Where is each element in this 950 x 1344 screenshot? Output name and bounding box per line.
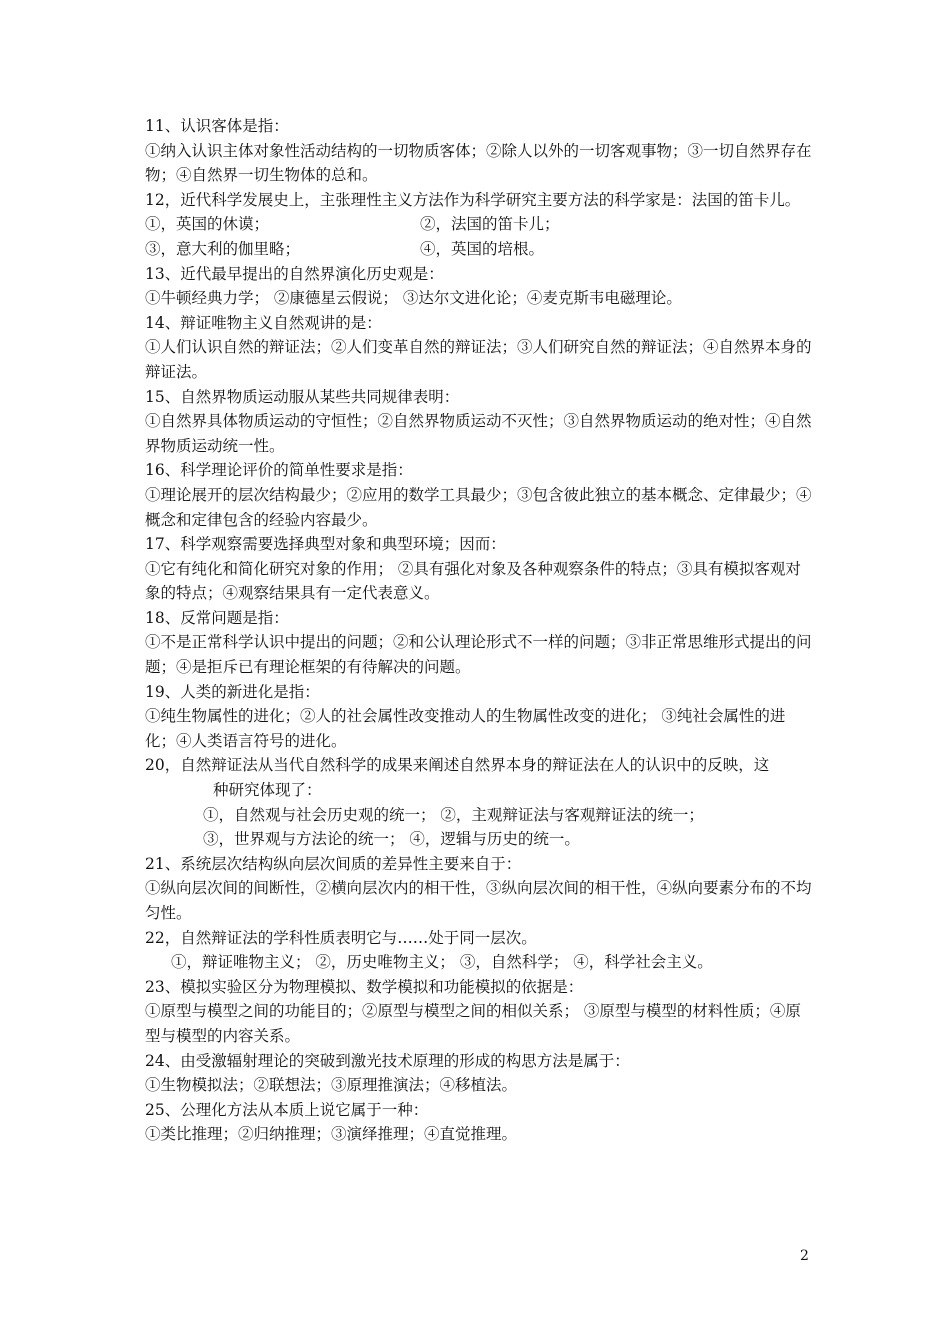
answer-16: ①理论展开的层次结构最少；②应用的数学工具最少；③包含彼此独立的基本概念、定律最少；④概念和定律包含的经验内容最少。 xyxy=(145,485,812,529)
question-17: 17、科学观察需要选择典型对象和典型环境；因而： xyxy=(145,535,506,554)
answer-21: ①纵向层次间的间断性，②横向层次内的相干性，③纵向层次间的相干性，④纵向要素分布的不均匀性。 xyxy=(145,879,812,922)
answer-22: ①，辩证唯物主义； ②，历史唯物主义； ③，自然科学； ④，科学社会主义。 xyxy=(171,953,713,972)
question-20-cont: 种研究体现了： xyxy=(213,781,322,800)
option-12-4: ④，英国的培根。 xyxy=(420,239,545,258)
answer-11: ①纳入认识主体对象性活动结构的一切物质客体；②除人以外的一切客观事物；③一切自然界存在物；④自然界一切生物体的总和。 xyxy=(145,141,812,185)
answer-25: ①类比推理；②归纳推理；③演绎推理；④直觉推理。 xyxy=(145,1125,518,1144)
question-24: 24、由受激辐射理论的突破到激光技术原理的形成的构思方法是属于： xyxy=(145,1051,630,1070)
question-15: 15、自然界物质运动服从某些共同规律表明： xyxy=(145,387,460,406)
page-number: 2 xyxy=(800,1248,809,1264)
answer-15: ①自然界具体物质运动的守恒性；②自然界物质运动不灭性；③自然界物质运动的绝对性；④自然界物质运动统一性。 xyxy=(145,412,812,455)
answer-23: ①原型与模型之间的功能目的；②原型与模型之间的相似关系； ③原型与模型的材料性质；④原型与模型的内容关系。 xyxy=(145,1002,801,1045)
option-12-3: ③，意大利的伽里略； xyxy=(145,239,301,258)
options-20-row2: ③，世界观与方法论的统一； ④，逻辑与历史的统一。 xyxy=(203,830,580,849)
options-12-row2 xyxy=(145,237,813,262)
question-22: 22，自然辩证法的学科性质表明它与……处于同一层次。 xyxy=(145,928,537,947)
question-13: 13、近代最早提出的自然界演化历史观是： xyxy=(145,264,444,283)
question-21: 21、系统层次结构纵向层次间质的差异性主要来自于： xyxy=(145,854,522,873)
answer-24: ①生物模拟法；②联想法；③原理推演法；④移植法。 xyxy=(145,1076,518,1095)
answer-13: ①牛顿经典力学； ②康德星云假说； ③达尔文进化论；④麦克斯韦电磁理论。 xyxy=(145,289,682,308)
question-18: 18、反常问题是指： xyxy=(145,608,289,627)
option-12-1: ①，英国的休谟； xyxy=(145,215,270,234)
question-23: 23、模拟实验区分为物理模拟、数学模拟和功能模拟的依据是： xyxy=(145,977,584,996)
question-25: 25、公理化方法从本质上说它属于一种： xyxy=(145,1100,429,1119)
document-body xyxy=(145,114,813,1147)
option-12-2: ②，法国的笛卡儿； xyxy=(420,215,560,234)
answer-18: ①不是正常科学认识中提出的问题；②和公认理论形式不一样的问题；③非正常思维形式提出的问题；④是拒斥已有理论框架的有待解决的问题。 xyxy=(145,633,812,677)
answer-17: ①它有纯化和简化研究对象的作用； ②具有强化对象及各种观察条件的特点；③具有模拟客观对象的特点；④观察结果具有一定代表意义。 xyxy=(145,559,801,603)
question-12: 12，近代科学发展史上，主张理性主义方法作为科学研究主要方法的科学家是：法国的笛卡儿。 xyxy=(145,190,801,209)
question-19: 19、人类的新进化是指： xyxy=(145,682,320,701)
options-20-row1: ①，自然观与社会历史观的统一； ②，主观辩证法与客观辩证法的统一； xyxy=(203,805,704,824)
question-14: 14、辩证唯物主义自然观讲的是： xyxy=(145,313,382,332)
options-12-row1 xyxy=(145,212,813,237)
answer-19: ①纯生物属性的进化；②人的社会属性改变推动人的生物属性改变的进化； ③纯社会属性的进化；④人类语言符号的进化。 xyxy=(145,707,786,750)
question-20: 20，自然辩证法从当代自然科学的成果来阐述自然界本身的辩证法在人的认识中的反映，这 xyxy=(145,756,770,775)
question-16: 16、科学理论评价的简单性要求是指： xyxy=(145,461,413,480)
answer-14: ①人们认识自然的辩证法；②人们变革自然的辩证法；③人们研究自然的辩证法；④自然界本身的辩证法。 xyxy=(145,338,812,381)
question-11: 11、认识客体是指： xyxy=(145,117,289,135)
